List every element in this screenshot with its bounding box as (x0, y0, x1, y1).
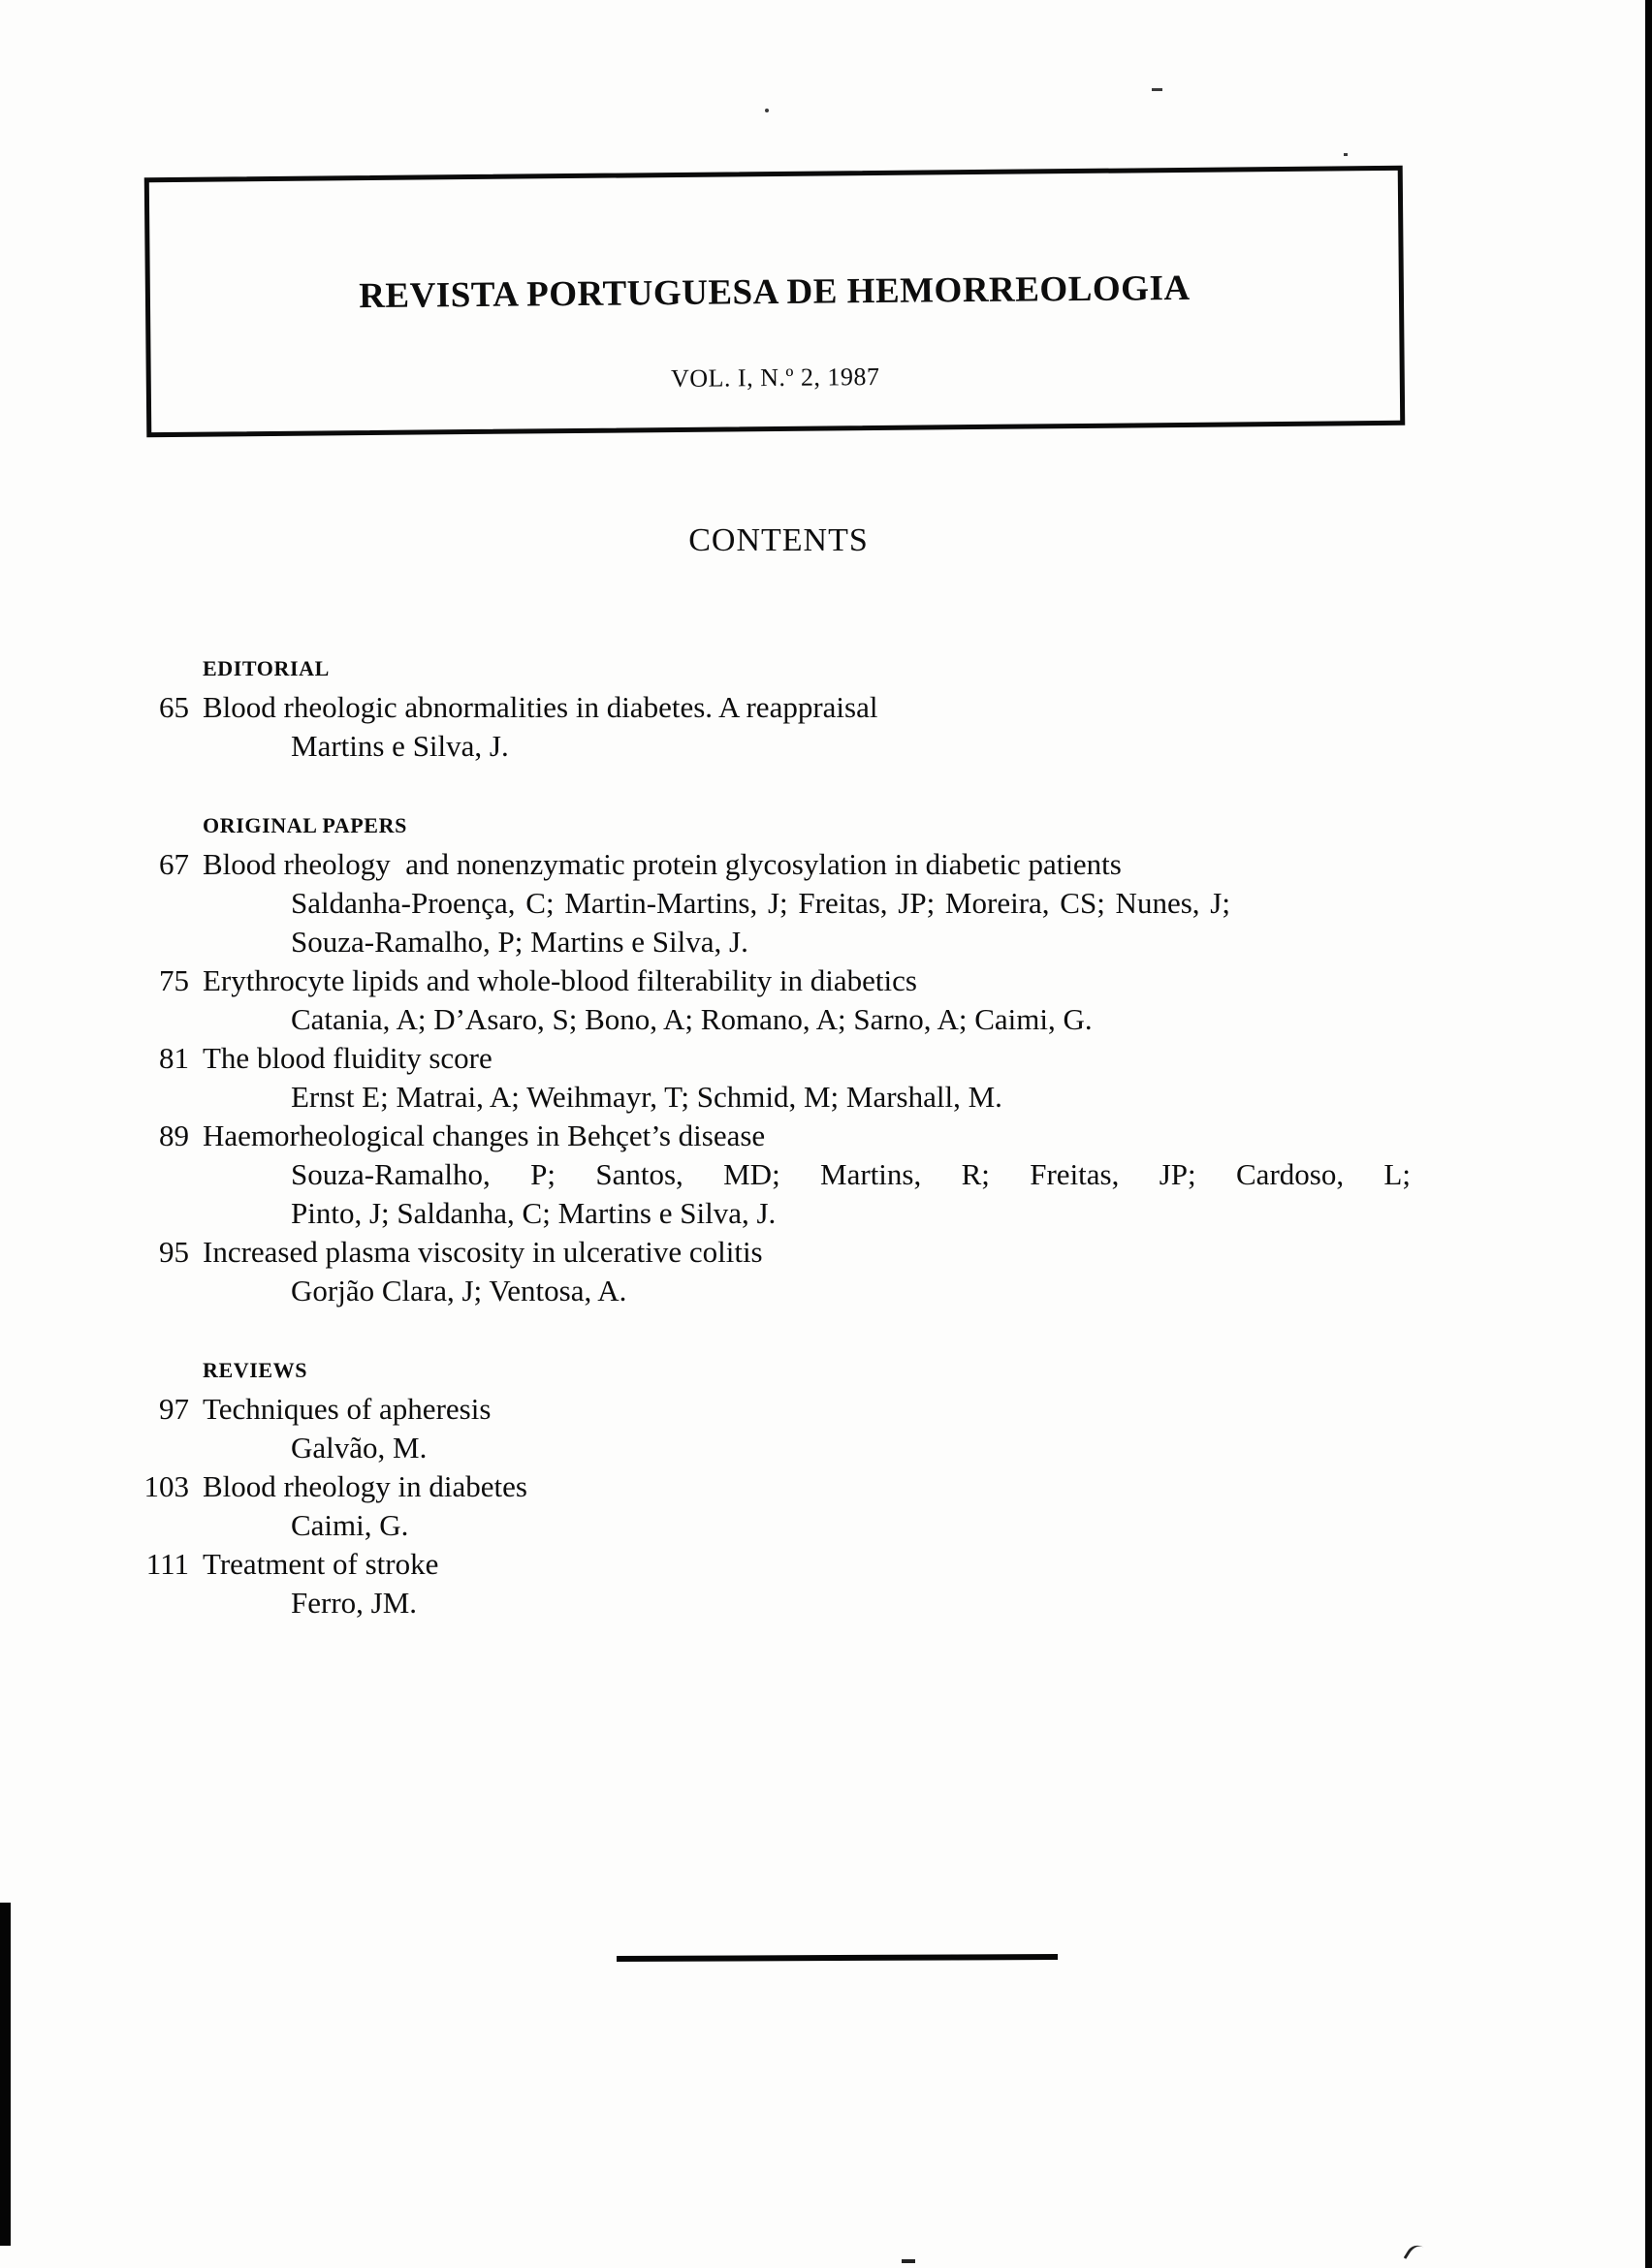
entry-title: Blood rheology in diabetes (203, 1469, 527, 1503)
contents-heading: CONTENTS (688, 522, 869, 558)
entry-page-number: 95 (159, 1235, 189, 1269)
entry-authors-line: Pinto, J; Saldanha, C; Martins e Silva, J. (291, 1196, 777, 1230)
section-label-reviews: REVIEWS (203, 1358, 308, 1382)
entry-title: Erythrocyte lipids and whole-blood filterability in diabetics (203, 963, 917, 997)
entry-page-number: 89 (159, 1118, 189, 1152)
entry-authors-line: Ernst E; Matrai, A; Weihmayr, T; Schmid, M; Marshall, M. (291, 1080, 1002, 1114)
scan-speck (1152, 88, 1162, 91)
entry-authors-line: Saldanha-Proença, C; Martin-Martins, J; Freitas, JP; Moreira, CS; Nunes, J; (291, 886, 1230, 920)
scan-right-edge-bar (1645, 0, 1652, 2268)
toc-entry (129, 688, 1411, 766)
toc-section-reviews (129, 1351, 1411, 1622)
toc-entry (129, 1390, 1411, 1467)
scan-speck (1404, 2241, 1424, 2263)
entry-authors-line: Souza-Ramalho, P; Martins e Silva, J. (291, 925, 748, 959)
toc-section-original-papers (129, 806, 1411, 1310)
entry-authors-line: Souza-Ramalho, P; Santos, MD; Martins, R; Freitas, JP; Cardoso, L; (291, 1157, 1411, 1191)
entry-title: The blood fluidity score (203, 1041, 492, 1075)
entry-title: Increased plasma viscosity in ulcerative colitis (203, 1235, 763, 1269)
entry-title: Haemorheological changes in Behçet’s disease (203, 1118, 766, 1152)
scan-speck (1344, 153, 1348, 156)
footer-rule (617, 1954, 1058, 1962)
toc-entry (129, 1545, 1411, 1622)
entry-page-number: 65 (159, 690, 189, 724)
entry-authors-line: Martins e Silva, J. (291, 729, 509, 763)
entry-authors-line: Ferro, JM. (291, 1586, 418, 1620)
scan-speck (902, 2259, 915, 2263)
table-of-contents (129, 649, 1411, 1622)
entry-authors-line: Caimi, G. (291, 1508, 409, 1542)
toc-entry (129, 1039, 1411, 1117)
entry-title: Blood rheologic abnormalities in diabetes. A reappraisal (203, 690, 878, 724)
scan-left-edge-bar (0, 1903, 11, 2246)
journal-title: REVISTA PORTUGUESA DE HEMORREOLOGIA (359, 268, 1191, 317)
section-label-editorial: EDITORIAL (203, 656, 330, 680)
entry-authors-line: Catania, A; D’Asaro, S; Bono, A; Romano, A; Sarno, A; Caimi, G. (291, 1002, 1093, 1036)
toc-entry (129, 1467, 1411, 1545)
entry-authors-line: Galvão, M. (291, 1431, 428, 1465)
entry-page-number: 97 (159, 1392, 189, 1426)
entry-title: Treatment of stroke (203, 1547, 439, 1581)
journal-header-box (144, 166, 1406, 437)
entry-page-number: 81 (159, 1041, 189, 1075)
toc-entry (129, 1233, 1411, 1310)
entry-page-number: 103 (143, 1469, 189, 1503)
journal-volume-line: VOL. I, N.º 2, 1987 (670, 362, 880, 393)
toc-entry (129, 961, 1411, 1039)
toc-entry (129, 1117, 1411, 1233)
toc-section-editorial (129, 649, 1411, 766)
entry-page-number: 75 (159, 963, 189, 997)
scan-speck (765, 109, 769, 112)
entry-page-number: 67 (159, 847, 189, 881)
entry-title: Techniques of apheresis (203, 1392, 492, 1426)
entry-page-number: 111 (145, 1547, 189, 1581)
toc-entry (129, 845, 1411, 961)
section-label-original-papers: ORIGINAL PAPERS (203, 813, 407, 837)
entry-title: Blood rheology and nonenzymatic protein glycosylation in diabetic patients (203, 847, 1122, 881)
entry-authors-line: Gorjão Clara, J; Ventosa, A. (291, 1274, 627, 1307)
